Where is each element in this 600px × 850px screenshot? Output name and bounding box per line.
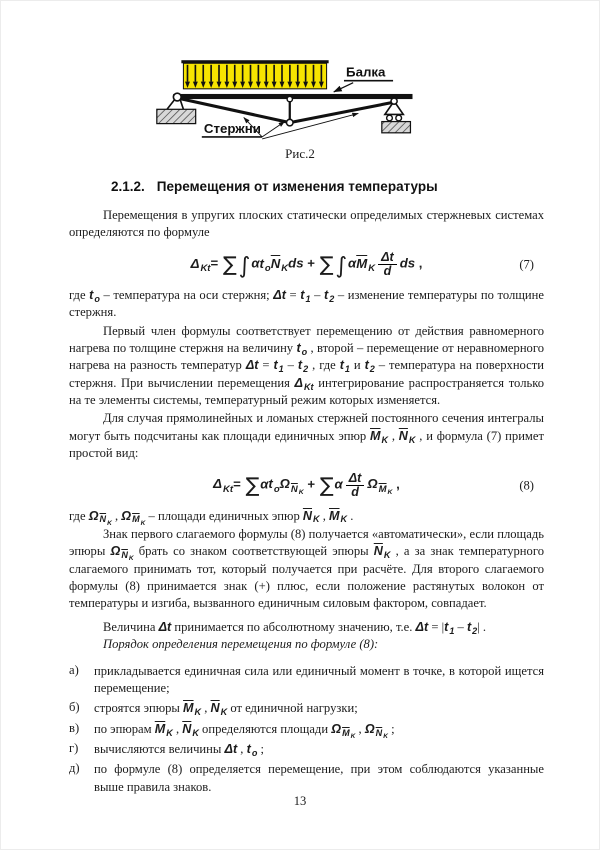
equation-7 bbox=[69, 249, 544, 281]
list-marker: г) bbox=[69, 741, 79, 755]
left-support-block bbox=[157, 109, 196, 123]
section-title: Перемещения от изменения температуры bbox=[156, 179, 438, 194]
right-support-block bbox=[382, 122, 411, 133]
paragraph-where-t: где $t_о$ – температура на оси стержня; $\Delta t = t_1 - t_2$ – изменение температуры по толщине стержня. bbox=[69, 287, 544, 320]
page-number: 13 bbox=[293, 794, 307, 808]
paragraph-first-term: Первый член формулы соответствует перемещению от действия равномерного нагрева по толщине стержня на величину $t_о$ , второй – перемещение от неравномерного нагрева на разность температур $\Delta t = t_1 - t_2$ , где $t_1$ и $t_2$ – температура на поверхности стержня. При вычислении перемещения $\Delta_{Kt}$ интегрирование распространяется только на те элементы системы, температурный режим которых изменяется. bbox=[69, 323, 545, 407]
right-rod bbox=[290, 102, 394, 122]
right-support-roller-left bbox=[387, 115, 393, 121]
paragraph-sign-rule: Знак первого слагаемого формулы (8) получается «автоматически», если площадь эпюры $\Omega_{\overline{N}_K}$ брать со знаком соответствующей эпюры $\overline{N}_K$ , а за знак температурного слагаемого принимать тот, который получается при расчёте. Для второго слагаемого формулы (8) принимается знак (+) плюс, если положение растянутых волокон от температуры и изгиба, вызванного единичным силовым фактором, совпадает. bbox=[69, 526, 544, 611]
equation-8-body: $\Delta_{Kt}= \sum\alpha t_о\Omega_{\overline{N}_K} + \sum\alpha$ $\frac{\Delta t}{d}$ $\Omega_{\overline{M}_K}$ , bbox=[213, 470, 400, 499]
list-item bbox=[69, 741, 544, 758]
list-item-text: по эпюрам $\overline{M}_K$ , $\overline{N}_K$ определяются площади $\Omega_{\overline{M}_K}$ , $\Omega_{\overline{N}_K}$ ; bbox=[94, 721, 395, 740]
left-support-hinge bbox=[173, 93, 181, 101]
equation-7-body: $\Delta_{Kt}= \sum\int\alpha t_о\overline{N}_Kds + \sum\int\alpha\overline{M}_K$ $\frac{\Delta t}{d}$ ds , bbox=[190, 249, 423, 279]
list-marker: д) bbox=[69, 761, 80, 776]
list-item-text: прикладывается единичная сила или единичный момент в точке, в которой ищется перемещение; bbox=[94, 663, 544, 695]
right-support-roller-right bbox=[396, 115, 402, 121]
post-top-hinge bbox=[287, 96, 292, 101]
left-support-link bbox=[167, 100, 174, 109]
list-item bbox=[69, 721, 544, 738]
equation-8 bbox=[69, 470, 544, 502]
list-item bbox=[69, 663, 544, 698]
list-marker: б) bbox=[69, 700, 80, 715]
list-item-text: вычисляются величины Δt , $t_о$ ; bbox=[94, 742, 265, 758]
page-content bbox=[1, 179, 599, 796]
rods-label: Стержни bbox=[203, 120, 261, 136]
paragraph-procedure-title: Порядок определения перемещения по формуле (8): bbox=[103, 637, 379, 652]
paragraph-straight-rods: Для случая прямолинейных и ломаных стержней постоянного сечения интегралы могут быть подсчитаны как площади единичных эпюр $\overline{M}_K$ , $\overline{N}_K$ , и формула (7) примет простой вид: bbox=[69, 411, 544, 461]
post-bottom-hinge bbox=[287, 119, 294, 126]
procedure-list bbox=[69, 663, 544, 797]
list-marker: в) bbox=[69, 720, 80, 735]
list-item-text: строятся эпюры $\overline{M}_K$ , $\overline{N}_K$ от единичной нагрузки; bbox=[94, 701, 358, 718]
beam-diagram-svg bbox=[135, 51, 465, 141]
equation-7-number: (7) bbox=[519, 257, 534, 272]
rods-leader-arrow-2 bbox=[262, 122, 285, 137]
equation-8-number: (8) bbox=[519, 478, 534, 492]
paragraph-intro: Перемещения в упругих плоских статически определимых стержневых системах определяются по формуле bbox=[69, 208, 544, 240]
list-item bbox=[69, 700, 544, 717]
left-support-link2 bbox=[180, 100, 183, 109]
list-item bbox=[69, 761, 544, 796]
paragraph-absolute-value: Величина Δt принимается по абсолютному значению, т.е. $\Delta t = |t_1 - t_2|$ . bbox=[103, 619, 487, 636]
figure-beam-diagram bbox=[135, 51, 465, 162]
list-item-text: по формуле (8) определяется перемещение, при этом соблюдаются указанные выше правила знаков. bbox=[94, 762, 544, 794]
section-number: 2.1.2. bbox=[111, 179, 145, 194]
right-support-pin bbox=[391, 98, 397, 104]
section-heading bbox=[111, 179, 544, 194]
beam-label: Балка bbox=[346, 64, 386, 80]
list-marker: а) bbox=[69, 662, 79, 677]
paragraph-where-omega: где $\Omega_{\overline{N}_K}$ , $\Omega_{\overline{M}_K}$ – площади единичных эпюр $\overline{N}_K$ , $\overline{M}_K$ . bbox=[69, 508, 354, 527]
beam-leader-arrow bbox=[334, 83, 353, 92]
figure-caption: Рис.2 bbox=[285, 146, 315, 161]
